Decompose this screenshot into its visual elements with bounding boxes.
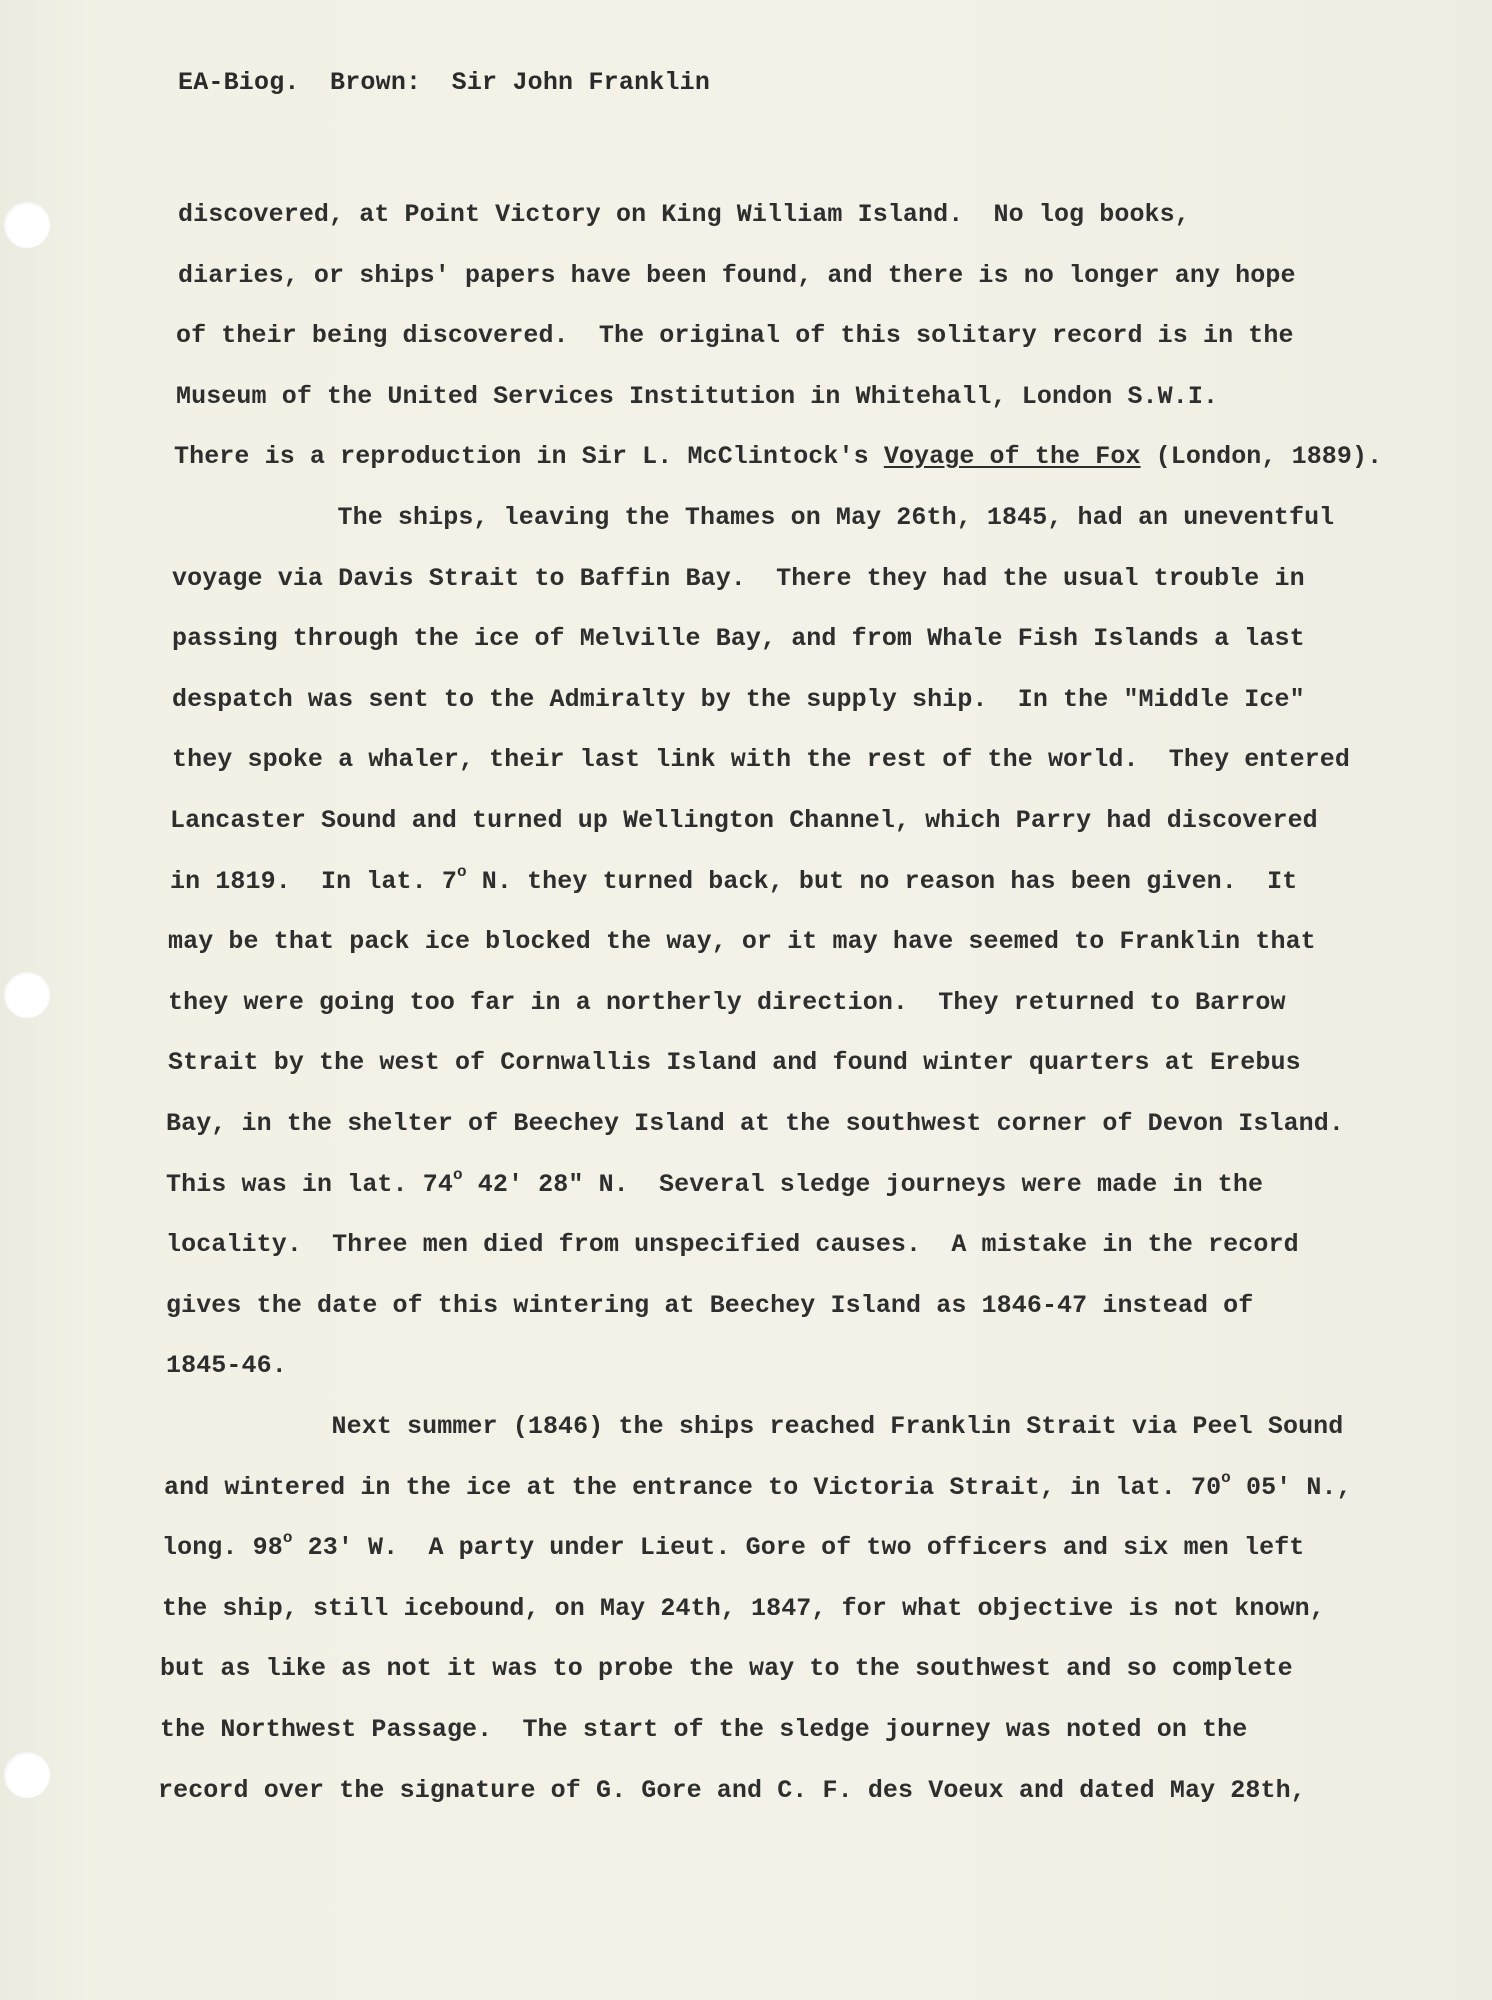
underlined-title: Voyage of the Fox xyxy=(883,442,1141,471)
text-line: but as like as not it was to probe the way to the southwest and so complete xyxy=(160,1654,1293,1683)
text-line: of their being discovered. The original of this solitary record is in the xyxy=(176,321,1294,350)
text-segment: and wintered in the ice at the entrance to Victoria Strait, in lat. 70 xyxy=(164,1473,1222,1502)
text-line xyxy=(166,1166,1264,1199)
text-line: voyage via Davis Strait to Baffin Bay. There they had the usual trouble in xyxy=(172,564,1305,593)
text-segment: in 1819. In lat. 7 xyxy=(170,867,457,896)
text-line: the ship, still icebound, on May 24th, 1847, for what objective is not known, xyxy=(162,1594,1325,1623)
text-line: Bay, in the shelter of Beechey Island at the southwest corner of Devon Island. xyxy=(166,1109,1344,1138)
text-line: locality. Three men died from unspecified causes. A mistake in the record xyxy=(166,1230,1299,1259)
degree-mark: o xyxy=(456,863,467,881)
text-segment: This was in lat. 74 xyxy=(166,1170,453,1199)
degree-mark: o xyxy=(452,1166,463,1184)
text-line: passing through the ice of Melville Bay, and from Whale Fish Islands a last xyxy=(172,624,1305,653)
punch-hole xyxy=(4,972,50,1018)
text-line xyxy=(162,1529,1305,1562)
text-line: gives the date of this wintering at Beechey Island as 1846-47 instead of xyxy=(166,1291,1254,1320)
text-line: despatch was sent to the Admiralty by the supply ship. In the "Middle Ice" xyxy=(172,685,1305,714)
text-line: record over the signature of G. Gore and C. F. des Voeux and dated May 28th, xyxy=(158,1776,1306,1805)
text-segment: 42' 28" N. Several sledge journeys were made in the xyxy=(462,1170,1264,1199)
degree-mark: o xyxy=(282,1529,293,1547)
text-line xyxy=(170,863,1298,896)
text-line: may be that pack ice blocked the way, or it may have seemed to Franklin that xyxy=(168,927,1316,956)
text-line: Strait by the west of Cornwallis Island and found winter quarters at Erebus xyxy=(168,1048,1301,1077)
text-segment: There is a reproduction in Sir L. McClintock's xyxy=(174,442,884,471)
text-line xyxy=(164,1469,1352,1502)
degree-mark: o xyxy=(1221,1469,1231,1487)
text-segment: long. 98 xyxy=(162,1533,283,1562)
text-line: discovered, at Point Victory on King William Island. No log books, xyxy=(178,200,1190,229)
text-segment: 23' W. A party under Lieut. Gore of two officers and six men left xyxy=(292,1533,1305,1562)
text-line: Next summer (1846) the ships reached Franklin Strait via Peel Sound xyxy=(256,1412,1344,1441)
text-line: 1845-46. xyxy=(166,1351,287,1380)
text-line: the Northwest Passage. The start of the sledge journey was noted on the xyxy=(160,1715,1248,1744)
text-segment: (London, 1889). xyxy=(1140,442,1383,471)
punch-hole xyxy=(4,1752,50,1798)
punch-hole xyxy=(4,202,50,248)
text-line: they spoke a whaler, their last link with the rest of the world. They entered xyxy=(172,745,1350,774)
text-segment: 05' N., xyxy=(1230,1473,1352,1502)
text-line: Lancaster Sound and turned up Wellington Channel, which Parry had discovered xyxy=(170,806,1318,835)
text-line: The ships, leaving the Thames on May 26th, 1845, had an uneventful xyxy=(262,503,1335,532)
text-line: Museum of the United Services Institution in Whitehall, London S.W.I. xyxy=(176,382,1219,411)
text-line xyxy=(174,442,1382,471)
page-header: EA-Biog. Brown: Sir John Franklin xyxy=(178,68,711,97)
text-line: diaries, or ships' papers have been found, and there is no longer any hope xyxy=(178,261,1296,290)
text-line: they were going too far in a northerly direction. They returned to Barrow xyxy=(168,988,1286,1017)
text-segment: N. they turned back, but no reason has been given. It xyxy=(466,867,1298,896)
